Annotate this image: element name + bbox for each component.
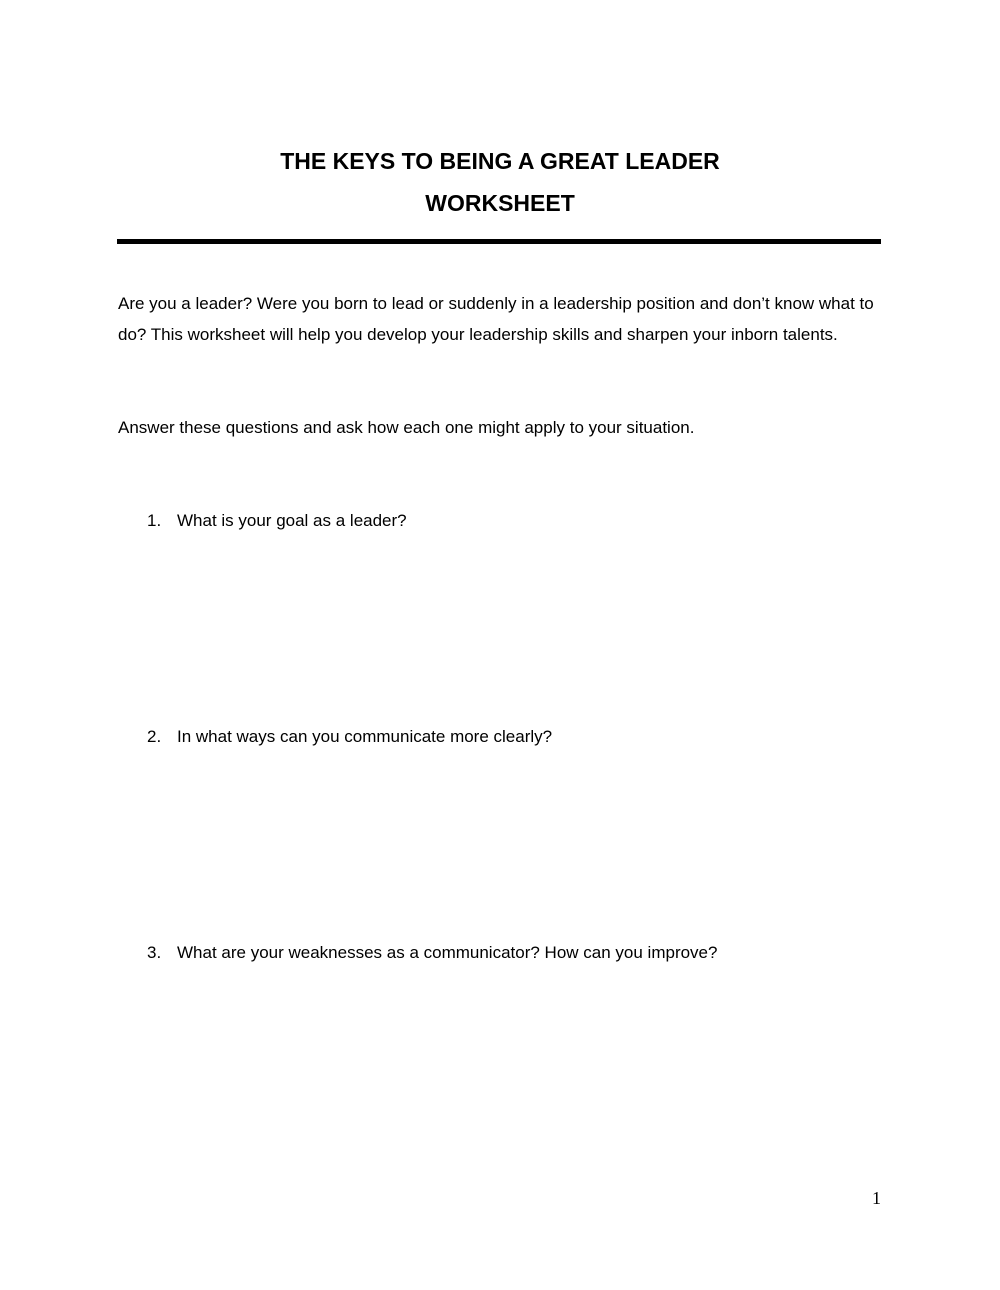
question-2 (147, 727, 552, 747)
question-3 (147, 943, 717, 963)
title-divider (117, 239, 881, 244)
title-line-2: WORKSHEET (425, 190, 575, 216)
question-number: 2. (147, 727, 162, 746)
instruction-paragraph: Answer these questions and ask how each one might apply to your situation. (118, 418, 695, 437)
title-line-1: THE KEYS TO BEING A GREAT LEADER (280, 148, 720, 174)
question-text: In what ways can you communicate more clearly? (177, 727, 553, 746)
question-text: What are your weaknesses as a communicator? How can you improve? (177, 943, 718, 962)
page-number: 1 (872, 1188, 881, 1208)
question-text: What is your goal as a leader? (177, 511, 407, 530)
intro-paragraph: Are you a leader? Were you born to lead or suddenly in a leadership position and don’t know what to do? This worksheet will help you develop your leadership skills and sharpen your inborn talents. (118, 294, 874, 344)
question-number: 1. (147, 511, 162, 530)
question-number: 3. (147, 943, 162, 962)
question-1 (147, 511, 407, 531)
